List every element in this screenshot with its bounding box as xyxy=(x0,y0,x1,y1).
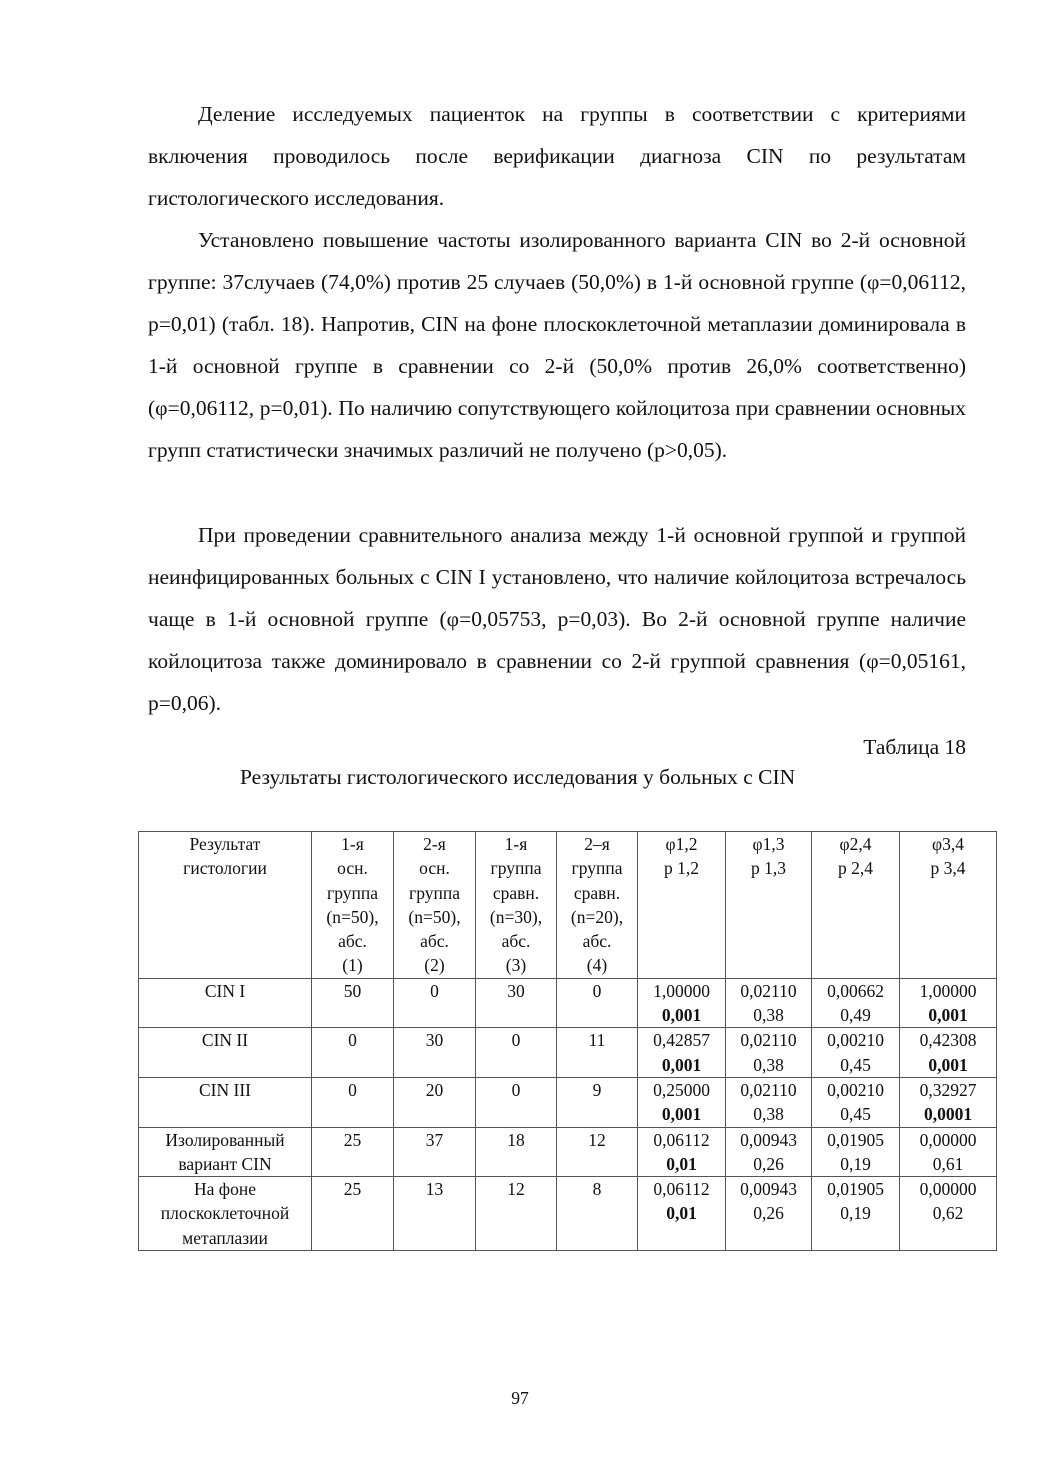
stat-cell xyxy=(726,1077,812,1127)
count-cell: 12 xyxy=(557,1127,638,1177)
table-header-row xyxy=(139,832,997,979)
header-cell-line: (1) xyxy=(342,955,363,976)
table-row xyxy=(139,1077,997,1127)
count-cell: 50 xyxy=(312,978,394,1028)
header-cell-line: Результат xyxy=(189,834,261,854)
header-cell-line: 1-я xyxy=(341,834,364,854)
stat-cell xyxy=(726,1177,812,1251)
table-row xyxy=(139,978,997,1028)
p-value: 0,45 xyxy=(840,1104,871,1125)
count-cell: 20 xyxy=(394,1077,476,1127)
phi-value: 0,00943 xyxy=(740,1179,797,1200)
stat-cell xyxy=(726,1127,812,1177)
table-title: Результаты гистологического исследования у больных с CIN xyxy=(240,765,796,789)
stat-cell xyxy=(900,1127,997,1177)
phi-value: 0,42857 xyxy=(653,1030,710,1051)
table-row xyxy=(139,1177,997,1251)
phi-value: 0,06112 xyxy=(653,1179,710,1200)
p-value: 0,001 xyxy=(661,1054,702,1075)
phi-value: 0,06112 xyxy=(653,1129,710,1150)
row-label-line: CIN III xyxy=(199,1079,251,1100)
row-label-line: На фоне xyxy=(193,1179,256,1200)
row-label-line: вариант CIN xyxy=(178,1153,272,1174)
header-cell-line: абс. xyxy=(501,931,531,952)
phi-value: 0,42308 xyxy=(919,1030,977,1051)
p-value: 0,001 xyxy=(661,1104,702,1125)
phi-value: 1,00000 xyxy=(653,980,710,1001)
row-label-line: CIN I xyxy=(204,980,246,1001)
header-cell xyxy=(312,832,394,979)
stat-cell xyxy=(900,1028,997,1078)
stat-cell xyxy=(638,1077,726,1127)
p-value: 0,001 xyxy=(928,1005,968,1026)
p-value: 0,01 xyxy=(666,1153,697,1174)
count-cell: 18 xyxy=(476,1127,557,1177)
count-cell: 30 xyxy=(476,978,557,1028)
stat-cell xyxy=(638,1127,726,1177)
stat-cell xyxy=(638,978,726,1028)
p-value: 0,001 xyxy=(661,1005,702,1026)
p-value: 0,49 xyxy=(840,1005,871,1026)
header-cell xyxy=(812,832,900,979)
count-cell: 13 xyxy=(394,1177,476,1251)
header-cell xyxy=(638,832,726,979)
phi-value: 0,00943 xyxy=(740,1129,797,1150)
header-cell-line: осн. xyxy=(419,858,450,879)
row-label-cell xyxy=(139,978,312,1028)
header-cell-line: 1-я xyxy=(504,834,528,854)
stat-cell xyxy=(726,1028,812,1078)
header-cell xyxy=(726,832,812,979)
count-cell: 30 xyxy=(394,1028,476,1078)
p-value: 0,38 xyxy=(753,1005,784,1026)
row-label-line: CIN II xyxy=(201,1030,249,1051)
phi-value: 0,02110 xyxy=(740,1079,797,1100)
phi-value: 0,01905 xyxy=(827,1179,884,1200)
header-cell-line: (n=20), xyxy=(570,906,624,927)
p-value: 0,001 xyxy=(928,1054,968,1075)
count-cell: 37 xyxy=(394,1127,476,1177)
header-cell-line: (4) xyxy=(586,955,608,976)
header-cell-line: (3) xyxy=(505,955,527,976)
header-cell-line: гистологии xyxy=(183,858,267,879)
header-cell-line: φ1,2 xyxy=(665,834,698,854)
row-label-line: метаплазии xyxy=(182,1227,268,1248)
table-row xyxy=(139,1028,997,1078)
phi-value: 0,25000 xyxy=(653,1079,710,1100)
page-number: 97 xyxy=(511,1388,529,1408)
header-cell xyxy=(557,832,638,979)
phi-value: 0,00000 xyxy=(919,1129,977,1150)
count-cell: 0 xyxy=(312,1028,394,1078)
p-value: 0,38 xyxy=(753,1054,784,1075)
header-cell-line: (n=50), xyxy=(326,906,379,927)
stat-cell xyxy=(812,1127,900,1177)
table-label: Таблица 18 xyxy=(863,735,966,759)
header-cell-line: p 3,4 xyxy=(930,858,966,879)
header-cell-line: осн. xyxy=(337,858,368,879)
header-cell-line: 2–я xyxy=(584,834,610,854)
p-value: 0,62 xyxy=(932,1203,964,1224)
p-value: 0,26 xyxy=(753,1203,784,1224)
p-value: 0,61 xyxy=(932,1153,964,1174)
stat-cell xyxy=(900,1077,997,1127)
count-cell: 11 xyxy=(557,1028,638,1078)
stat-cell xyxy=(812,1077,900,1127)
header-cell-line: группа xyxy=(490,858,542,879)
header-cell-line: группа xyxy=(409,882,460,903)
header-cell-line: φ1,3 xyxy=(752,834,785,854)
header-cell-line: φ3,4 xyxy=(932,834,964,854)
phi-value: 0,02110 xyxy=(740,980,797,1001)
header-cell-line: сравн. xyxy=(573,882,621,903)
row-label-line: Изолированный xyxy=(165,1129,285,1150)
count-cell: 12 xyxy=(476,1177,557,1251)
header-cell-line: p 1,3 xyxy=(751,858,786,879)
header-cell-line: абс. xyxy=(338,931,367,952)
p-value: 0,45 xyxy=(840,1054,871,1075)
count-cell: 0 xyxy=(476,1077,557,1127)
header-cell xyxy=(139,832,312,979)
row-label-cell xyxy=(139,1177,312,1251)
header-cell-line: (n=30), xyxy=(489,906,543,927)
stat-cell xyxy=(638,1177,726,1251)
stat-cell xyxy=(812,978,900,1028)
phi-value: 0,02110 xyxy=(740,1030,797,1051)
table-body xyxy=(139,978,997,1250)
header-cell-line: p 2,4 xyxy=(838,858,873,879)
stat-cell xyxy=(812,1028,900,1078)
p-value: 0,0001 xyxy=(923,1104,973,1125)
row-label-line: плоскоклеточной xyxy=(160,1203,290,1224)
phi-value: 0,01905 xyxy=(827,1129,884,1150)
p-value: 0,01 xyxy=(666,1203,697,1224)
phi-value: 0,00662 xyxy=(827,980,884,1001)
header-cell-line: φ2,4 xyxy=(839,834,872,854)
row-label-cell xyxy=(139,1127,312,1177)
p-value: 0,38 xyxy=(753,1104,784,1125)
p-value: 0,19 xyxy=(840,1203,871,1224)
header-cell-line: абс. xyxy=(582,931,612,952)
stat-cell xyxy=(726,978,812,1028)
stat-cell xyxy=(900,1177,997,1251)
count-cell: 0 xyxy=(312,1077,394,1127)
phi-value: 0,00210 xyxy=(827,1079,884,1100)
count-cell: 0 xyxy=(557,978,638,1028)
table-row xyxy=(139,1127,997,1177)
row-label-cell xyxy=(139,1028,312,1078)
stat-cell xyxy=(812,1177,900,1251)
header-cell xyxy=(900,832,997,979)
count-cell: 25 xyxy=(312,1127,394,1177)
header-cell-line: (2) xyxy=(424,955,445,976)
phi-value: 0,00000 xyxy=(919,1179,977,1200)
p-value: 0,26 xyxy=(753,1153,784,1174)
count-cell: 8 xyxy=(557,1177,638,1251)
count-cell: 25 xyxy=(312,1177,394,1251)
header-cell xyxy=(394,832,476,979)
header-cell-line: 2-я xyxy=(423,834,446,854)
header-cell xyxy=(476,832,557,979)
stat-cell xyxy=(638,1028,726,1078)
paragraph-3: При проведении сравнительного анализа между 1-й основной группой и группой неинфицированных больных с CIN I установлено, что наличие койлоцитоза встречалось чаще в 1-й основной группе (φ=0,05753, p=0,03). Во 2-й основной группе наличие койлоцитоза также доминировало в сравнении со 2-й группой сравнения (φ=0,05161, p=0,06). xyxy=(148,523,966,715)
count-cell: 9 xyxy=(557,1077,638,1127)
header-cell-line: сравн. xyxy=(492,882,540,903)
p-value: 0,19 xyxy=(840,1153,871,1174)
phi-value: 0,00210 xyxy=(827,1030,884,1051)
header-cell-line: p 1,2 xyxy=(664,858,699,879)
phi-value: 0,32927 xyxy=(919,1079,977,1100)
count-cell: 0 xyxy=(476,1028,557,1078)
stat-cell xyxy=(900,978,997,1028)
header-cell-line: (n=50), xyxy=(408,906,461,927)
header-cell-line: группа xyxy=(571,858,623,879)
phi-value: 1,00000 xyxy=(919,980,977,1001)
paragraph-2: Установлено повышение частоты изолированного варианта CIN во 2-й основной группе: 37случаев (74,0%) против 25 случаев (50,0%) в 1-й основной группе (φ=0,06112, p=0,01) (табл. 18). Напротив, CIN на фоне плоскоклеточной метаплазии доминировала в 1-й основной группе в сравнении со 2-й (50,0% против 26,0% соответственно) (φ=0,06112, p=0,01). По наличию сопутствующего койлоцитоза при сравнении основных групп статистически значимых различий не получено (p>0,05). xyxy=(148,228,966,462)
header-cell-line: абс. xyxy=(420,931,449,952)
row-label-cell xyxy=(139,1077,312,1127)
header-cell-line: группа xyxy=(327,882,378,903)
count-cell: 0 xyxy=(394,978,476,1028)
results-table xyxy=(138,831,997,1251)
paragraph-1: Деление исследуемых пациенток на группы в соответствии с критериями включения проводилось после верификации диагноза CIN по результатам гистологического исследования. xyxy=(148,102,966,210)
